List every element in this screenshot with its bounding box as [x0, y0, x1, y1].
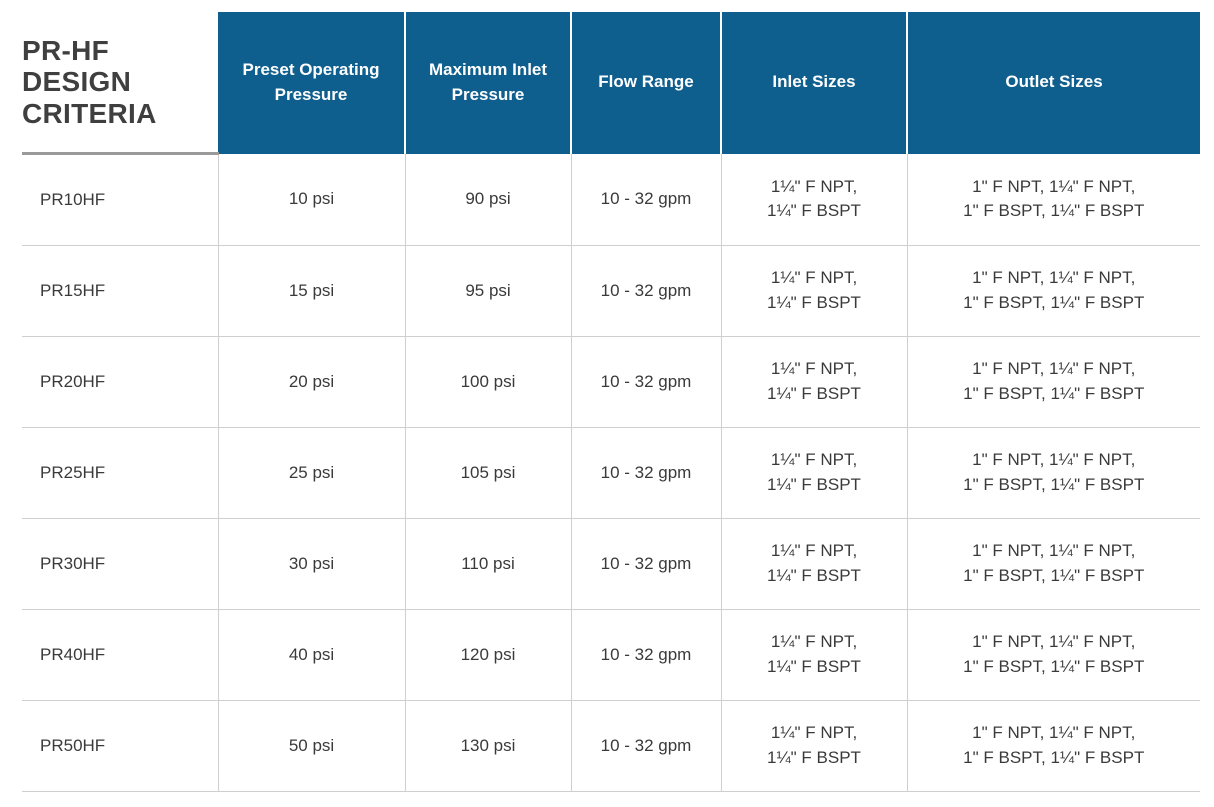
cell-inlet-sizes [721, 701, 907, 792]
table-row [22, 246, 1200, 337]
cell-outlet-sizes [907, 246, 1200, 337]
cell-outlet-sizes-line2: 1" F BSPT, 1¼" F BSPT [963, 384, 1145, 403]
cell-maximum-inlet-pressure: 105 psi [405, 428, 571, 519]
cell-inlet-sizes-line1: 1¼" F NPT, [770, 723, 858, 743]
cell-preset-operating-pressure: 25 psi [218, 428, 405, 519]
column-header-maximum-inlet-pressure: Maximum Inlet Pressure [405, 12, 571, 154]
cell-outlet-sizes-line2: 1" F BSPT, 1¼" F BSPT [963, 293, 1145, 312]
table-row [22, 154, 1200, 246]
cell-maximum-inlet-pressure: 95 psi [405, 246, 571, 337]
cell-maximum-inlet-pressure: 120 psi [405, 610, 571, 701]
cell-model: PR50HF [22, 701, 218, 792]
cell-inlet-sizes-line2: 1¼" F BSPT [767, 475, 861, 494]
cell-inlet-sizes [721, 246, 907, 337]
cell-inlet-sizes-line2: 1¼" F BSPT [767, 384, 861, 403]
cell-inlet-sizes [721, 428, 907, 519]
table-row [22, 701, 1200, 792]
column-header-preset-operating-pressure: Preset Operating Pressure [218, 12, 405, 154]
cell-outlet-sizes-line1: 1" F NPT, 1¼" F NPT, [972, 632, 1136, 652]
cell-inlet-sizes-line1: 1¼" F NPT, [770, 541, 858, 561]
cell-preset-operating-pressure: 30 psi [218, 519, 405, 610]
cell-inlet-sizes [721, 519, 907, 610]
cell-preset-operating-pressure: 50 psi [218, 701, 405, 792]
cell-outlet-sizes [907, 610, 1200, 701]
cell-inlet-sizes-line1: 1¼" F NPT, [770, 632, 858, 652]
cell-outlet-sizes-line1: 1" F NPT, 1¼" F NPT, [972, 541, 1136, 561]
cell-preset-operating-pressure: 15 psi [218, 246, 405, 337]
cell-inlet-sizes-line1: 1¼" F NPT, [770, 176, 858, 196]
table-row [22, 337, 1200, 428]
cell-preset-operating-pressure: 40 psi [218, 610, 405, 701]
table-row [22, 610, 1200, 701]
cell-outlet-sizes-line1: 1" F NPT, 1¼" F NPT, [972, 723, 1136, 743]
column-header-inlet-sizes: Inlet Sizes [721, 12, 907, 154]
column-header-flow-range: Flow Range [571, 12, 721, 154]
cell-outlet-sizes-line1: 1" F NPT, 1¼" F NPT, [972, 450, 1136, 470]
cell-outlet-sizes-line1: 1" F NPT, 1¼" F NPT, [972, 176, 1136, 196]
cell-model: PR20HF [22, 337, 218, 428]
cell-flow-range: 10 - 32 gpm [571, 154, 721, 246]
cell-maximum-inlet-pressure: 130 psi [405, 701, 571, 792]
table-row [22, 519, 1200, 610]
cell-flow-range: 10 - 32 gpm [571, 519, 721, 610]
cell-outlet-sizes [907, 519, 1200, 610]
cell-inlet-sizes-line1: 1¼" F NPT, [770, 268, 858, 288]
cell-model: PR15HF [22, 246, 218, 337]
cell-outlet-sizes-line2: 1" F BSPT, 1¼" F BSPT [963, 657, 1145, 676]
column-header-outlet-sizes: Outlet Sizes [907, 12, 1200, 154]
cell-preset-operating-pressure: 20 psi [218, 337, 405, 428]
cell-flow-range: 10 - 32 gpm [571, 701, 721, 792]
cell-outlet-sizes-line1: 1" F NPT, 1¼" F NPT, [972, 268, 1136, 288]
cell-outlet-sizes [907, 337, 1200, 428]
table-body [22, 154, 1200, 792]
cell-maximum-inlet-pressure: 90 psi [405, 154, 571, 246]
cell-inlet-sizes [721, 610, 907, 701]
cell-inlet-sizes-line1: 1¼" F NPT, [770, 450, 858, 470]
table-header [22, 12, 1200, 154]
cell-outlet-sizes-line1: 1" F NPT, 1¼" F NPT, [972, 359, 1136, 379]
header-row [22, 12, 1200, 154]
cell-inlet-sizes-line2: 1¼" F BSPT [767, 293, 861, 312]
cell-inlet-sizes-line1: 1¼" F NPT, [770, 359, 858, 379]
cell-maximum-inlet-pressure: 110 psi [405, 519, 571, 610]
cell-outlet-sizes-line2: 1" F BSPT, 1¼" F BSPT [963, 748, 1145, 767]
cell-model: PR30HF [22, 519, 218, 610]
cell-outlet-sizes [907, 428, 1200, 519]
table-row [22, 428, 1200, 519]
cell-outlet-sizes-line2: 1" F BSPT, 1¼" F BSPT [963, 475, 1145, 494]
cell-flow-range: 10 - 32 gpm [571, 610, 721, 701]
cell-inlet-sizes-line2: 1¼" F BSPT [767, 566, 861, 585]
cell-preset-operating-pressure: 10 psi [218, 154, 405, 246]
cell-inlet-sizes [721, 337, 907, 428]
cell-maximum-inlet-pressure: 100 psi [405, 337, 571, 428]
cell-outlet-sizes-line2: 1" F BSPT, 1¼" F BSPT [963, 201, 1145, 221]
cell-outlet-sizes [907, 154, 1200, 246]
cell-model: PR10HF [22, 154, 218, 246]
cell-flow-range: 10 - 32 gpm [571, 428, 721, 519]
cell-flow-range: 10 - 32 gpm [571, 337, 721, 428]
cell-outlet-sizes-line2: 1" F BSPT, 1¼" F BSPT [963, 566, 1145, 585]
table-title-cell: PR-HF DESIGN CRITERIA [22, 12, 218, 154]
spec-table-container [22, 12, 1192, 792]
cell-inlet-sizes-line2: 1¼" F BSPT [767, 748, 861, 767]
cell-model: PR40HF [22, 610, 218, 701]
cell-model: PR25HF [22, 428, 218, 519]
pr-hf-design-criteria-table [22, 12, 1200, 792]
cell-outlet-sizes [907, 701, 1200, 792]
cell-flow-range: 10 - 32 gpm [571, 246, 721, 337]
cell-inlet-sizes-line2: 1¼" F BSPT [767, 657, 861, 676]
cell-inlet-sizes-line2: 1¼" F BSPT [767, 201, 861, 221]
cell-inlet-sizes [721, 154, 907, 246]
